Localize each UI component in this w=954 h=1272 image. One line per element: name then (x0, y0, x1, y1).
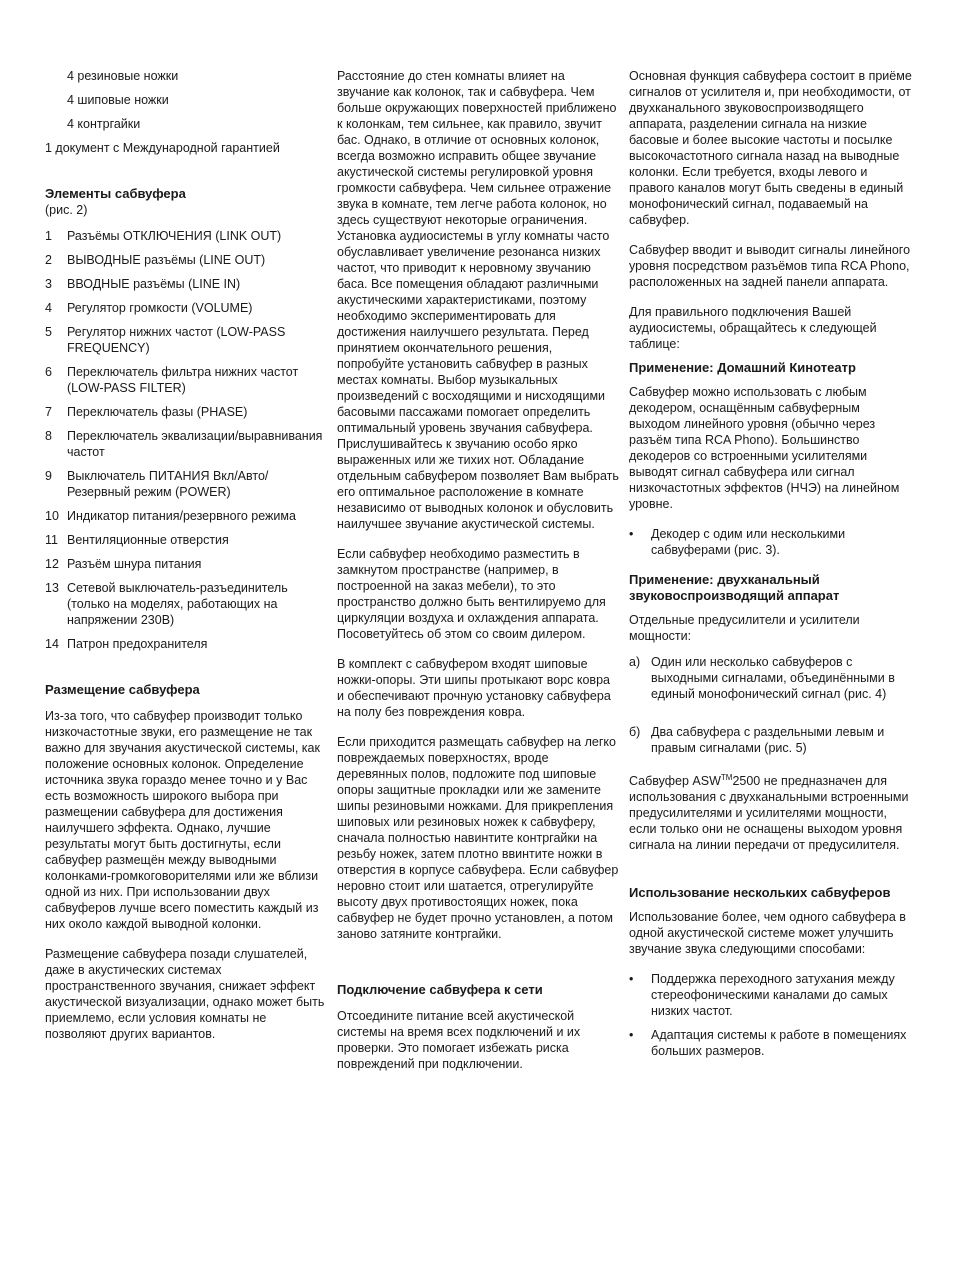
elements-figure-ref: (рис. 2) (45, 203, 88, 217)
column-left (45, 68, 330, 1056)
list-item: 10 Индикатор питания/резервного режима (45, 509, 296, 523)
list-item: 8 Переключатель эквализации/выравнивания частот (45, 429, 323, 459)
elements-heading: Элементы сабвуфера (45, 186, 186, 201)
contents-item: 4 контргайки (67, 117, 141, 131)
list-item: 9 Выключатель ПИТАНИЯ Вкл/Авто/Резервный режим (POWER) (45, 469, 269, 499)
multiple-subwoofers-heading: Использование нескольких сабвуферов (629, 885, 891, 901)
two-channel-paragraph: Отдельные предусилители и усилители мощности: (629, 613, 860, 643)
list-item: 2 ВЫВОДНЫЕ разъёмы (LINE OUT) (45, 253, 266, 267)
placement-paragraph: Размещение сабвуфера позади слушателей, даже в акустических системах пространственного звучания, снижает эффект акустической визуализации, однако может быть приемлемо, если условия комнаты не позволяют других вариантов. (45, 947, 325, 1041)
list-item: 1 Разъёмы ОТКЛЮЧЕНИЯ (LINK OUT) (45, 229, 282, 243)
body-paragraph: В комплект с сабвуфером входят шиповые ножки-опоры. Эти шипы протыкают ворс ковра и обеспечивают прочную установку сабвуфера на полу без повреждения ковра. (337, 657, 611, 719)
placement-paragraph: Из-за того, что сабвуфер производит только низкочастотные звуки, его размещение не так важно для звучания акустической системы, как положение основных колонок. Определение источника звука гораздо менее точно и у Вас есть возможность широкого выбора при размещении сабвуфера для достижения наилучшего эффекта. Однако, лучшие результаты могут быть достигнуты, если сабвуфер размещён между выводными колонками-громкоговорителями или же вблизи одной из них. При использовании двух сабвуферов лучше всего поместить каждый из них около каждой выводной колонки. (45, 709, 320, 931)
list-item: 13 Сетевой выключатель-разъединитель (только на моделях, работающих на напряжении 230В) (45, 581, 288, 627)
body-paragraph: Основная функция сабвуфера состоит в приёме сигналов от усилителя и, при необходимости, от двухканального звуковоспроизводящего аппарата, разделении сигнала на низкие басовые и более высокие частоты и посылке высокочастотного сигнала назад на выводные колонки. Если требуется, входы левого и правого каналов могут быть сведены в единый монофонический сигнал, подаваемый на сабвуфер. (629, 69, 912, 227)
home-theater-paragraph: Сабвуфер можно использовать с любым декодером, оснащённым сабвуферным выходом линейного уровня (обычно через разъём типа RCA Phono). Большинство декодеров со встроенными усилителями выводят сигнал сабвуфера или сигнал низкочастотных эффектов (НЧЭ) на линейном уровне. (629, 385, 900, 511)
list-item: 3 ВВОДНЫЕ разъёмы (LINE IN) (45, 277, 241, 291)
list-item: 4 Регулятор громкости (VOLUME) (45, 301, 253, 315)
list-item: • Декодер с одим или несколькими сабвуферами (рис. 3). (629, 527, 846, 557)
column-right (629, 68, 914, 1073)
warranty-doc-item: 1 документ с Международной гарантией (45, 141, 280, 155)
bullet-icon: • (629, 1028, 634, 1043)
bullet-icon: • (629, 527, 634, 541)
list-item: а) Один или несколько сабвуферов с выходными сигналами, объединёнными в единый монофонический сигнал (рис. 4) (629, 655, 895, 701)
multiple-subwoofers-list (629, 971, 914, 1059)
body-paragraph: Если сабвуфер необходимо разместить в замкнутом пространстве (например, в построенной на заказ мебели), то это пространство должно быть вентилируемо для циркуляции воздуха и охлаждения аппарата. Посоветуйтесь об этом со своим дилером. (337, 547, 606, 641)
list-item: • Адаптация системы к работе в помещениях больших размеров. (629, 1028, 907, 1059)
two-channel-heading: Применение: двухканальный звуковоспроизводящий аппарат (629, 572, 840, 603)
body-paragraph: Расстояние до стен комнаты влияет на звучание как колонок, так и сабвуфера. Чем больше окружающих поверхностей приближено к колонкам, тем сильнее, как правило, звучит бас. Однако, в отличие от основных колонок, всегда возможно исправить общее звучание акустической системы регулировкой уровня громкости сабвуфера. Чем сильнее отражение звука в комнате, тем легче работа колонок, но здесь существуют некоторые ограничения. Установка аудиосистемы в углу комнаты часто обуславливает увеличение резонанса низких частот, что приводит к неровному звучанию баса. Все помещения обладают различными акустическими характеристиками, поэтому необходимо экспериментировать для достижения наилучшего результата. Перед принятием окончательного решения, попробуйте установить сабвуфер в разных местах комнаты. Выбор музыкальных произведений с восходящими и нисходящими басовыми пассажами помогает определить оптимальный уровень звучания сабвуфера. Прислушивайтесь к звучанию особо ярко выраженных или же тихих нот. Обладание отдельным сабвуфером позволяет Вам выбрать его оптимальное расположение в комнате независимо от выводных колонок и обусловить наилучшее звучание акустической системы. (337, 69, 619, 531)
body-paragraph: Для правильного подключения Вашей аудиосистемы, обращайтесь к следующей таблице: (629, 305, 877, 351)
home-theater-heading: Применение: Домашний Кинотеатр (629, 360, 856, 375)
list-item: 6 Переключатель фильтра нижних частот (LOW-PASS FILTER) (45, 365, 299, 395)
list-item: • Поддержка переходного затухания между стереофоническими каналами до самых низких частот. (629, 972, 895, 1019)
contents-item: 4 шиповые ножки (67, 93, 169, 107)
placement-heading: Размещение сабвуфера (45, 682, 200, 697)
list-item: 11 Вентиляционные отверстия (45, 533, 229, 547)
list-item: 7 Переключатель фазы (PHASE) (45, 405, 248, 419)
multiple-subwoofers-paragraph: Использование более, чем одного сабвуфера в одной акустической системе может улучшить звучание звука следующими способами: (629, 910, 906, 957)
contents-item: 4 резиновые ножки (67, 69, 179, 83)
list-item: 12 Разъём шнура питания (45, 557, 202, 571)
connect-heading: Подключение сабвуфера к сети (337, 982, 543, 997)
bullet-icon: • (629, 972, 634, 987)
list-item: б) Два сабвуфера с раздельными левым и правым сигналами (рис. 5) (629, 725, 885, 755)
list-item: 14 Патрон предохранителя (45, 637, 208, 651)
elements-list (45, 228, 330, 652)
connect-paragraph: Отсоедините питание всей акустической системы на время всех подключений и их проверки. Это помогает избежать риска повреждений при подключении. (337, 1009, 581, 1071)
asw-paragraph: Сабвуфер ASW™2500 не предназначен для использования с двухканальными встроенными предусилителями и усилителями мощности, если только они не оснащены выходом уровня сигнала на линии передачи от предусилителя. (629, 773, 909, 853)
body-paragraph: Если приходится размещать сабвуфер на легко повреждаемых поверхностях, вроде деревянных полов, подложите под шиповые опоры защитные прокладки или же замените шипы резиновыми ножками. Для прикрепления шиповых или резиновых ножек к сабвуферу, сначала полностью навинтите контргайки на резьбу ножек, затем плотно ввинтите ножки в отверстия в корпусе сабвуфера. Если сабвуфер неровно стоит или шатается, отрегулируйте высоту двух противостоящих ножек, пока сабвуфер не будет прочно установлен, а потом заново затяните контргайки. (337, 735, 619, 941)
home-theater-list (629, 526, 914, 558)
trademark-mark: TM (720, 773, 733, 782)
body-paragraph: Сабвуфер вводит и выводит сигналы линейного уровня посредством разъёмов типа RCA Phono, расположенных на задней панели аппарата. (629, 243, 911, 289)
list-item: 5 Регулятор нижних частот (LOW-PASS FREQUENCY) (45, 325, 286, 355)
column-middle (337, 68, 619, 1086)
